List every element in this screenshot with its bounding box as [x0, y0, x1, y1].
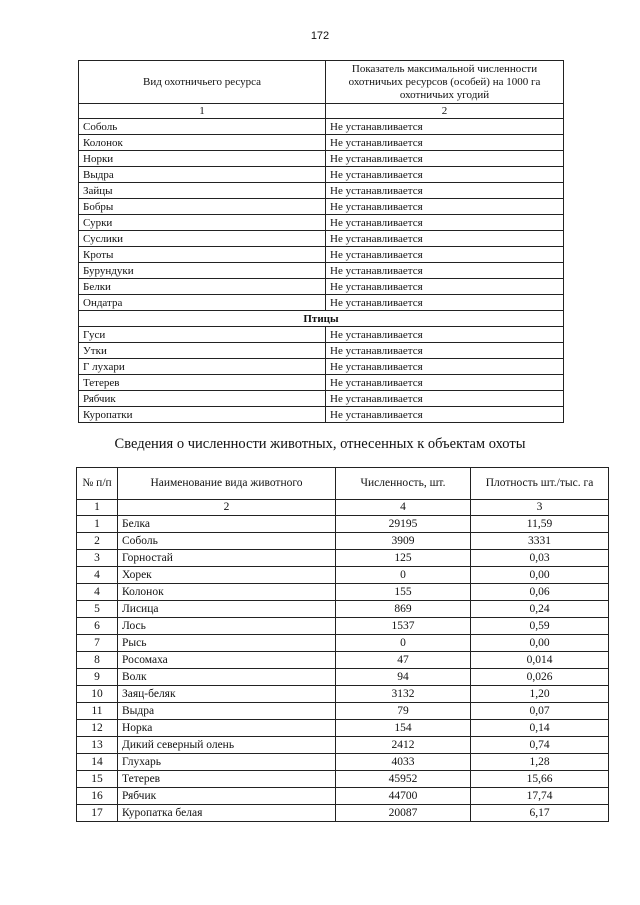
- table-cell: 3331: [471, 533, 609, 550]
- table-cell: Не устанавливается: [326, 327, 564, 343]
- table-cell: 11: [77, 703, 118, 720]
- table-cell: Куропатка белая: [118, 805, 336, 822]
- table-cell: 155: [336, 584, 471, 601]
- table-row: [77, 652, 609, 669]
- birds-rows: [79, 327, 564, 423]
- table-row: [79, 183, 564, 199]
- table-cell: 1: [77, 516, 118, 533]
- table-cell: Не устанавливается: [326, 247, 564, 263]
- table-cell: 20087: [336, 805, 471, 822]
- table-cell: Утки: [79, 343, 326, 359]
- table-cell: 9: [77, 669, 118, 686]
- animal-population-table: [76, 467, 609, 822]
- table-cell: 4: [77, 567, 118, 584]
- table-cell: Дикий северный олень: [118, 737, 336, 754]
- table-cell: Соболь: [79, 119, 326, 135]
- table-cell: 29195: [336, 516, 471, 533]
- table-row: [79, 135, 564, 151]
- table-row: [79, 119, 564, 135]
- table-row: [77, 805, 609, 822]
- column-number: 1: [79, 104, 326, 119]
- table-cell: 0,14: [471, 720, 609, 737]
- table-cell: Куропатки: [79, 407, 326, 423]
- column-number: 1: [77, 500, 118, 516]
- table-cell: Выдра: [79, 167, 326, 183]
- table-cell: Тетерев: [79, 375, 326, 391]
- column-number: 3: [471, 500, 609, 516]
- table-cell: Не устанавливается: [326, 231, 564, 247]
- table-cell: 3132: [336, 686, 471, 703]
- table-cell: 11,59: [471, 516, 609, 533]
- table-row: [79, 231, 564, 247]
- population-rows: [77, 516, 609, 822]
- table-cell: Не устанавливается: [326, 263, 564, 279]
- table-cell: Не устанавливается: [326, 359, 564, 375]
- table-cell: 0: [336, 635, 471, 652]
- table-cell: 15,66: [471, 771, 609, 788]
- page-number: 172: [310, 30, 330, 42]
- table-cell: Колонок: [79, 135, 326, 151]
- table-cell: Не устанавливается: [326, 183, 564, 199]
- column-number: 4: [336, 500, 471, 516]
- table-row: [77, 584, 609, 601]
- table-cell: 13: [77, 737, 118, 754]
- table-row: [77, 669, 609, 686]
- table-cell: 869: [336, 601, 471, 618]
- table-cell: 0,014: [471, 652, 609, 669]
- table-cell: Кроты: [79, 247, 326, 263]
- table-cell: 4033: [336, 754, 471, 771]
- table-row: [79, 279, 564, 295]
- table-row: [77, 737, 609, 754]
- table-cell: Хорек: [118, 567, 336, 584]
- table-cell: 17,74: [471, 788, 609, 805]
- column-header-species: Наименование вида животного: [118, 468, 336, 500]
- table-cell: Заяц-беляк: [118, 686, 336, 703]
- table-row: [77, 686, 609, 703]
- table-cell: 4: [77, 584, 118, 601]
- table-row: [77, 618, 609, 635]
- table-cell: 10: [77, 686, 118, 703]
- table-cell: 0,06: [471, 584, 609, 601]
- table-cell: 0,00: [471, 567, 609, 584]
- table-cell: Тетерев: [118, 771, 336, 788]
- table-cell: 0,026: [471, 669, 609, 686]
- table-cell: Не устанавливается: [326, 391, 564, 407]
- table-row: [79, 375, 564, 391]
- table-row: [79, 295, 564, 311]
- table-cell: Норка: [118, 720, 336, 737]
- table-cell: 0,07: [471, 703, 609, 720]
- table-cell: 45952: [336, 771, 471, 788]
- table-row: [79, 407, 564, 423]
- column-number: 2: [118, 500, 336, 516]
- table-row: [79, 327, 564, 343]
- table-cell: 79: [336, 703, 471, 720]
- hunting-resources-max-density-table: [78, 60, 564, 423]
- table-cell: 0: [336, 567, 471, 584]
- table-cell: 94: [336, 669, 471, 686]
- table-cell: 15: [77, 771, 118, 788]
- table-cell: Не устанавливается: [326, 119, 564, 135]
- table-cell: 2: [77, 533, 118, 550]
- table-cell: Не устанавливается: [326, 295, 564, 311]
- table-cell: Не устанавливается: [326, 135, 564, 151]
- table-row: [77, 550, 609, 567]
- table-row: [79, 199, 564, 215]
- table-cell: Рябчик: [118, 788, 336, 805]
- table-cell: Колонок: [118, 584, 336, 601]
- table-cell: 44700: [336, 788, 471, 805]
- table-row: [77, 703, 609, 720]
- birds-section-row: [79, 311, 564, 327]
- table-cell: Не устанавливается: [326, 375, 564, 391]
- table-cell: Ондатра: [79, 295, 326, 311]
- table-cell: Бурундуки: [79, 263, 326, 279]
- table-cell: 14: [77, 754, 118, 771]
- table-row: [77, 771, 609, 788]
- table-row: [79, 391, 564, 407]
- column-header-max-density: Показатель максимальной численности охотничьих ресурсов (особей) на 1000 га охотничьих угодий: [326, 61, 564, 104]
- table-cell: 0,74: [471, 737, 609, 754]
- table-row: [77, 635, 609, 652]
- table-row: [77, 533, 609, 550]
- column-header-density: Плотность шт./тыс. га: [471, 468, 609, 500]
- table-cell: Гуси: [79, 327, 326, 343]
- table-row: [77, 720, 609, 737]
- table-cell: Г лухари: [79, 359, 326, 375]
- table-cell: Не устанавливается: [326, 407, 564, 423]
- table-cell: Не устанавливается: [326, 199, 564, 215]
- table-cell: 0,00: [471, 635, 609, 652]
- table-row: [79, 215, 564, 231]
- table-cell: Лось: [118, 618, 336, 635]
- table-cell: 0,03: [471, 550, 609, 567]
- table-cell: 0,59: [471, 618, 609, 635]
- table-cell: 154: [336, 720, 471, 737]
- table-cell: Росомаха: [118, 652, 336, 669]
- table-cell: 2412: [336, 737, 471, 754]
- table-cell: Выдра: [118, 703, 336, 720]
- table-cell: 16: [77, 788, 118, 805]
- table-row: [77, 567, 609, 584]
- table-cell: Не устанавливается: [326, 215, 564, 231]
- table-row: [79, 167, 564, 183]
- table-cell: Рысь: [118, 635, 336, 652]
- table-cell: 6: [77, 618, 118, 635]
- table-cell: Волк: [118, 669, 336, 686]
- column-number: 2: [326, 104, 564, 119]
- table-row: [77, 516, 609, 533]
- column-header-number: № п/п: [77, 468, 118, 500]
- table-cell: Сурки: [79, 215, 326, 231]
- section-title: Сведения о численности животных, отнесенных к объектам охоты: [114, 436, 526, 452]
- table-cell: Не устанавливается: [326, 279, 564, 295]
- column-header-resource-type: Вид охотничьего ресурса: [79, 61, 326, 104]
- table-cell: Не устанавливается: [326, 343, 564, 359]
- table-cell: 1,28: [471, 754, 609, 771]
- table-cell: 1,20: [471, 686, 609, 703]
- table-row: [79, 359, 564, 375]
- table-row: [79, 247, 564, 263]
- table-cell: Горностай: [118, 550, 336, 567]
- table-cell: Рябчик: [79, 391, 326, 407]
- table-cell: 0,24: [471, 601, 609, 618]
- table-row: [77, 754, 609, 771]
- table-cell: 17: [77, 805, 118, 822]
- birds-section-label: Птицы: [79, 311, 564, 327]
- table-cell: Белка: [118, 516, 336, 533]
- table-cell: Бобры: [79, 199, 326, 215]
- table-cell: Зайцы: [79, 183, 326, 199]
- column-header-count: Численность, шт.: [336, 468, 471, 500]
- table-cell: 7: [77, 635, 118, 652]
- table-cell: Норки: [79, 151, 326, 167]
- table-cell: Не устанавливается: [326, 151, 564, 167]
- table-cell: 125: [336, 550, 471, 567]
- table-row: [79, 343, 564, 359]
- table-cell: Глухарь: [118, 754, 336, 771]
- table-cell: Суслики: [79, 231, 326, 247]
- table-cell: Не устанавливается: [326, 167, 564, 183]
- table-cell: 8: [77, 652, 118, 669]
- mammals-rows: [79, 119, 564, 311]
- table-row: [79, 263, 564, 279]
- table-cell: 47: [336, 652, 471, 669]
- table-cell: 6,17: [471, 805, 609, 822]
- table-cell: 3: [77, 550, 118, 567]
- table-row: [77, 788, 609, 805]
- table-row: [79, 151, 564, 167]
- table-cell: Лисица: [118, 601, 336, 618]
- table-cell: 12: [77, 720, 118, 737]
- table-row: [77, 601, 609, 618]
- table-cell: Соболь: [118, 533, 336, 550]
- table-cell: Белки: [79, 279, 326, 295]
- table-cell: 1537: [336, 618, 471, 635]
- table-cell: 5: [77, 601, 118, 618]
- table-cell: 3909: [336, 533, 471, 550]
